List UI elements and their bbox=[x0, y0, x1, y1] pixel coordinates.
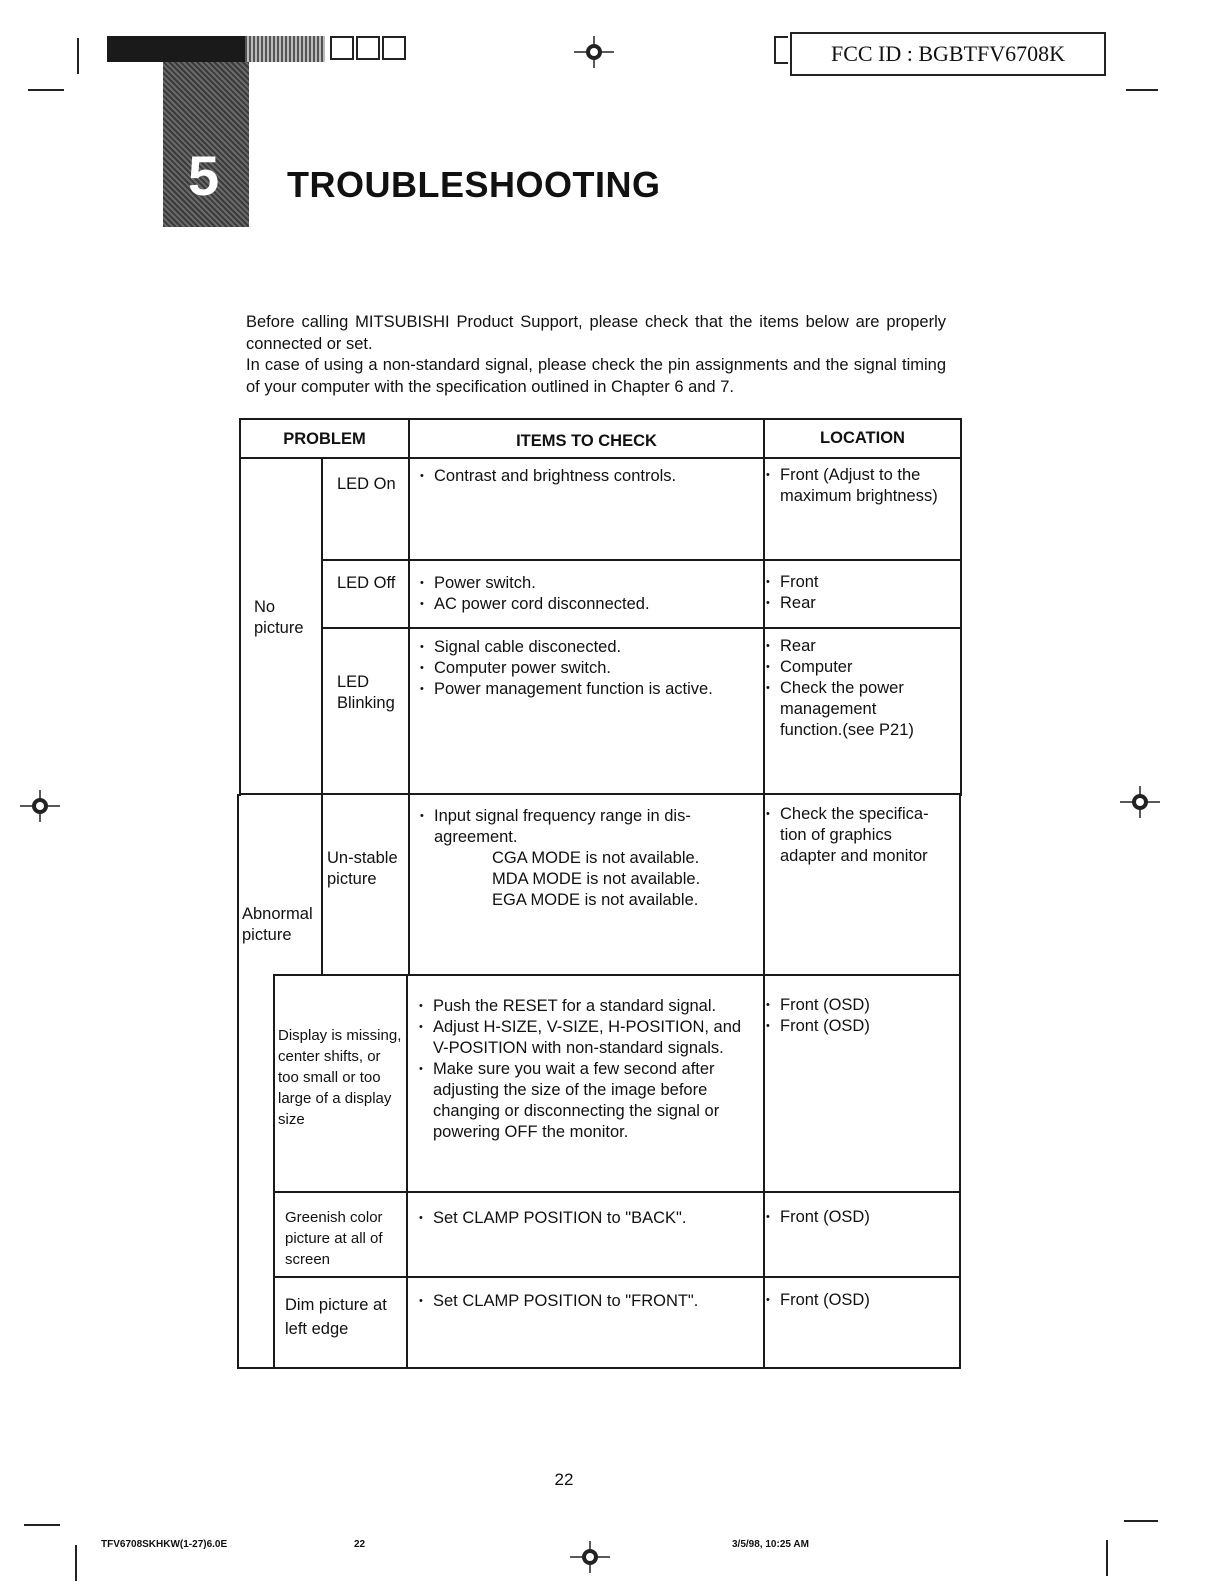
locations bbox=[766, 465, 958, 507]
check-items bbox=[419, 1291, 755, 1312]
problem-subtype: LED On bbox=[337, 475, 396, 493]
check-item: • Push the RESET for a standard signal. bbox=[419, 996, 753, 1017]
table-border bbox=[321, 559, 961, 561]
chapter-number: 5 bbox=[188, 144, 220, 207]
problem-subtype: Un-stable picture bbox=[327, 849, 398, 888]
location-item: • Check the power management function.(see P21) bbox=[766, 678, 936, 741]
location-item: • Front (OSD) bbox=[766, 995, 958, 1016]
problem-subtype: LED Off bbox=[337, 574, 396, 592]
check-item: • Power switch. bbox=[420, 573, 756, 594]
table-border bbox=[239, 793, 961, 795]
group-label-no-picture: No picture bbox=[254, 598, 304, 637]
location-item: • Front (OSD) bbox=[766, 1207, 958, 1228]
footer-timestamp: 3/5/98, 10:25 AM bbox=[732, 1539, 809, 1550]
intro-paragraph: Before calling MITSUBISHI Product Support, please check that the items below are properly connected or set. bbox=[246, 313, 946, 353]
column-header-items: ITEMS TO CHECK bbox=[516, 432, 657, 450]
mode-note: CGA MODE is not available. bbox=[492, 849, 700, 867]
registration-target-icon bbox=[574, 36, 614, 68]
locations bbox=[766, 804, 946, 867]
table-border bbox=[321, 627, 961, 629]
table-border bbox=[239, 418, 241, 796]
header-box bbox=[330, 36, 354, 60]
table-border bbox=[406, 975, 408, 1369]
check-items bbox=[420, 637, 756, 700]
location-item: • Computer bbox=[766, 657, 936, 678]
check-item: • Adjust H-SIZE, V-SIZE, H-POSITION, and V-POSITION with non-standard signals. bbox=[419, 1017, 753, 1059]
crop-mark bbox=[24, 1524, 60, 1526]
check-items bbox=[419, 1208, 755, 1229]
problem-subtype: Greenish color picture at all of screen bbox=[285, 1209, 383, 1268]
location-item: • Rear bbox=[766, 636, 936, 657]
intro-text bbox=[246, 312, 946, 398]
problem-subtype: Display is missing, center shifts, or too small or too large of a display size bbox=[278, 1027, 402, 1128]
table-border bbox=[273, 1276, 961, 1278]
page-number: 22 bbox=[554, 1470, 574, 1489]
crop-mark bbox=[1106, 1540, 1108, 1576]
location-item: • Front (OSD) bbox=[766, 1016, 958, 1037]
crop-mark bbox=[28, 89, 64, 91]
mode-note: EGA MODE is not available. bbox=[492, 891, 699, 909]
locations bbox=[766, 1290, 958, 1311]
location-item: • Front (Adjust to the maximum brightness) bbox=[766, 465, 958, 507]
table-border bbox=[237, 1367, 961, 1369]
table-border bbox=[408, 418, 410, 975]
crop-mark bbox=[1124, 1520, 1158, 1522]
check-items bbox=[420, 573, 756, 615]
check-items bbox=[420, 806, 720, 911]
check-item: • Make sure you wait a few second after adjusting the size of the image before changing or disconnecting the signal or powering OFF the monitor. bbox=[419, 1059, 753, 1143]
check-item: • AC power cord disconnected. bbox=[420, 594, 756, 615]
registration-target-icon bbox=[570, 1541, 610, 1573]
check-items bbox=[420, 466, 756, 487]
header-box bbox=[382, 36, 406, 60]
table-border bbox=[239, 457, 962, 459]
crop-mark bbox=[77, 38, 79, 74]
table-border bbox=[321, 457, 323, 975]
registration-target-icon bbox=[20, 790, 60, 822]
check-item: • Set CLAMP POSITION to "BACK". bbox=[419, 1208, 755, 1229]
table-border bbox=[273, 1191, 961, 1193]
header-box bbox=[356, 36, 380, 60]
table-border bbox=[959, 794, 961, 1369]
group-label-abnormal-picture: Abnormal picture bbox=[242, 905, 313, 944]
location-item: • Check the specifica-tion of graphics adapter and monitor bbox=[766, 804, 946, 867]
check-items bbox=[419, 996, 753, 1143]
column-header-location: LOCATION bbox=[820, 429, 905, 447]
check-item: • Computer power switch. bbox=[420, 658, 756, 679]
table-border bbox=[273, 974, 961, 976]
mode-note: MDA MODE is not available. bbox=[492, 870, 701, 888]
fcc-id-label: FCC ID : BGBTFV6708K bbox=[790, 32, 1106, 76]
locations bbox=[766, 1207, 958, 1228]
registration-target-icon bbox=[1120, 786, 1160, 818]
location-item: • Front bbox=[766, 572, 958, 593]
table-border bbox=[273, 975, 275, 1369]
check-item: • Signal cable disconected. bbox=[420, 637, 756, 658]
header-dither bbox=[245, 36, 325, 62]
footer-page: 22 bbox=[354, 1539, 366, 1550]
table-border bbox=[960, 418, 962, 796]
check-item: • Contrast and brightness controls. bbox=[420, 466, 756, 487]
crop-mark bbox=[75, 1545, 77, 1581]
problem-subtype: LED Blinking bbox=[337, 673, 395, 712]
check-item: • Input signal frequency range in dis-agreement. bbox=[420, 806, 720, 848]
check-item: • Power management function is active. bbox=[420, 679, 756, 700]
locations bbox=[766, 572, 958, 614]
table-border bbox=[237, 794, 239, 1369]
intro-paragraph: In case of using a non-standard signal, please check the pin assignments and the signal timing of your computer with the specification outlined in Chapter 6 and 7. bbox=[246, 356, 946, 396]
locations bbox=[766, 995, 958, 1037]
check-item: • Set CLAMP POSITION to "FRONT". bbox=[419, 1291, 755, 1312]
location-item: • Front (OSD) bbox=[766, 1290, 958, 1311]
locations bbox=[766, 636, 936, 741]
problem-subtype: Dim picture at left edge bbox=[285, 1296, 387, 1338]
footer-filename: TFV6708SKHKW(1-27)6.0E bbox=[101, 1539, 228, 1550]
column-header-problem: PROBLEM bbox=[283, 430, 366, 448]
location-item: • Rear bbox=[766, 593, 958, 614]
page-title: TROUBLESHOOTING bbox=[287, 164, 661, 205]
crop-mark bbox=[1126, 89, 1158, 91]
fcc-bracket bbox=[774, 36, 788, 64]
table-border bbox=[239, 418, 962, 420]
